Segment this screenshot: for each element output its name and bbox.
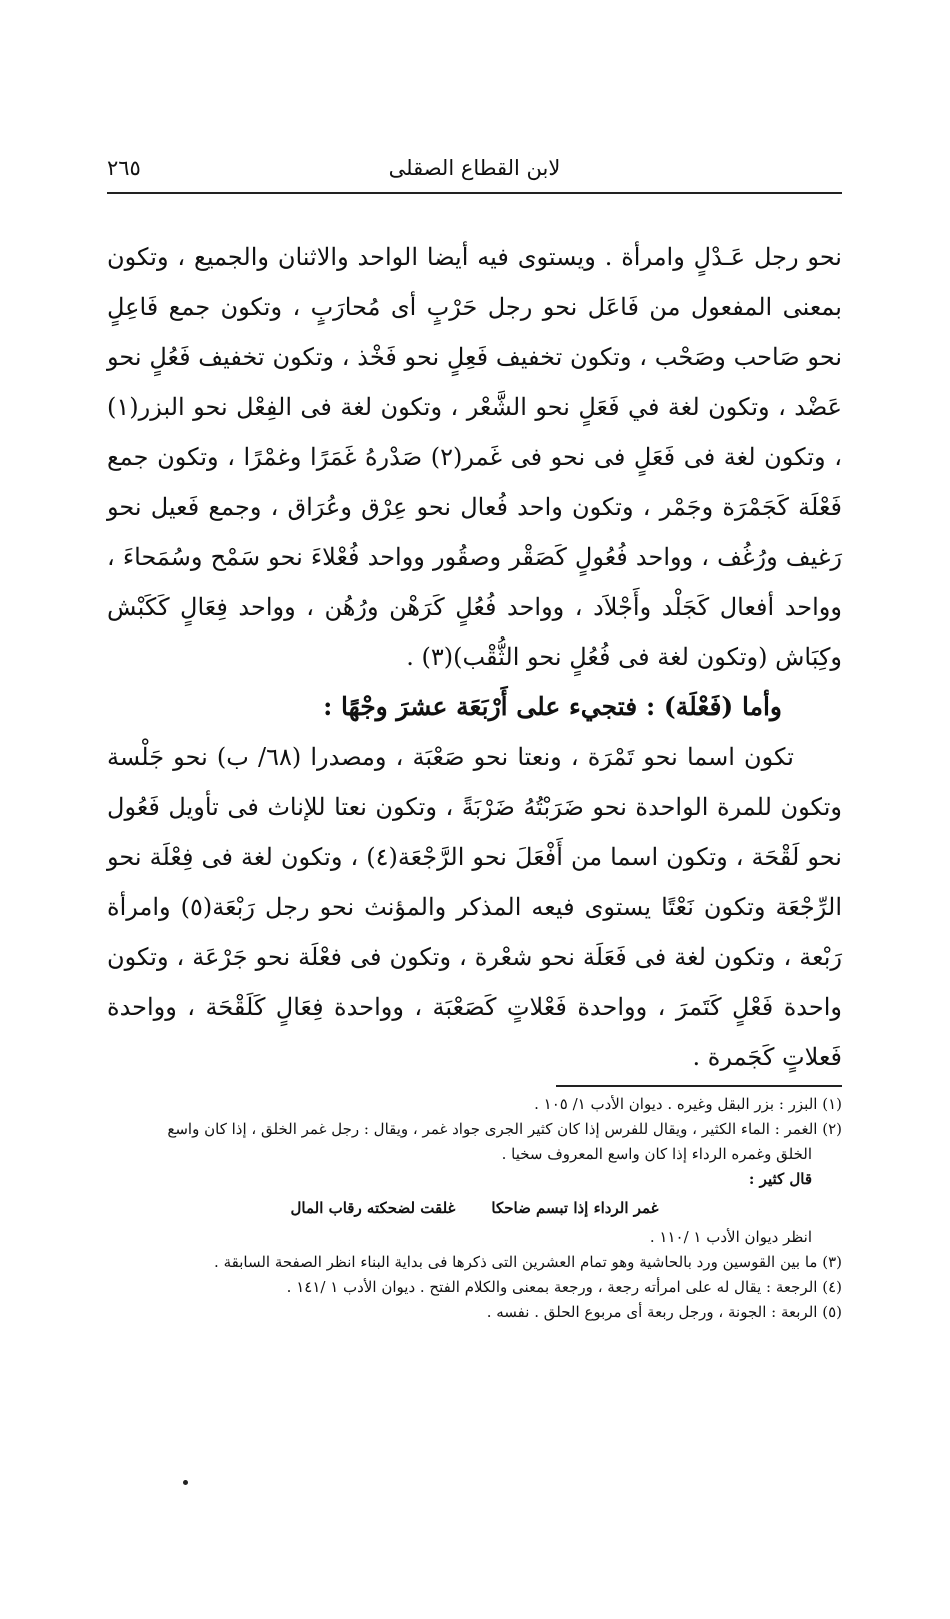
poet-attribution: قال كثير :	[748, 1170, 812, 1188]
section-heading	[107, 682, 842, 732]
footnote-rule	[556, 1085, 842, 1087]
header-rule	[107, 192, 842, 194]
section-heading-text: : فتجيء على أَرْبَعَة عشرَ وجْهًا :	[323, 692, 656, 721]
verse-first-hemistich: غمر الرداء إذا تبسم ضاحكا	[491, 1199, 659, 1217]
verse-second-hemistich: غلقت لضحكته رقاب المال	[290, 1199, 456, 1217]
running-header	[107, 150, 842, 190]
section-heading-label: وأما (فَعْلَة)	[663, 692, 782, 721]
footnote-2-reference: انظر ديوان الأدب ١ /١١٠ .	[649, 1228, 812, 1246]
footnote-2: (٢) الغمر : الماء الكثير ، ويقال للفرس إذا كان كثير الجرى جواد غمر ، ويقال : رجل غمر الخلق ، إذا كان واسع	[167, 1120, 842, 1138]
footnote-5: (٥) الربعة : الجونة ، ورجل ربعة أى مربوع الحلق . نفسه .	[486, 1303, 842, 1321]
main-text	[107, 232, 842, 1082]
footnote-1: (١) البزر : بزر البقل وغيره . ديوان الأدب ١/ ١٠٥ .	[534, 1095, 842, 1113]
running-title: لابن القطاع الصقلى	[388, 156, 561, 180]
footnote-3: (٣) ما بين القوسين ورد بالحاشية وهو تمام العشرين التى ذكرها فى بداية البناء انظر الصفحة السابقة .	[214, 1253, 842, 1271]
paragraph-1: نحو رجل عَـدْلٍ وامرأة . ويستوى فيه أيضا الواحد والاثنان والجميع ، وتكون بمعنى المفعول من فَاعَل نحو رجل حَرْبٍ أى مُحارَبٍ ، وتكون جمع فَاعِلٍ نحو صَاحب وصَحْب ، وتكون تخفيف فَعِلٍ نحو فَخْذ ، وتكون تخفيف فَعُلٍ نحو عَضْد ، وتكون لغة في فَعَلٍ نحو الشَّعْر ، وتكون لغة فى الفِعْل نحو البزر(١) ، وتكون لغة فى فَعَلٍ فى نحو فى غَمر(٢) صَدْرهُ غَمَرًا وغمْرًا ، وتكون جمع فَعْلَة كَجَمْرَة وجَمْر ، وتكون واحد فُعال نحو عِرْق وعُرَاق ، وجمع فَعيل نحو رَغيف ورُغُف ، وواحد فُعُولٍ كَصَقْر وصقُور وواحد فُعْلاءَ نحو سَمْح وسُمَحاءَ ، وواحد أفعال كَجَلْد وأَجْلاَد ، وواحد فُعُلٍ كَرَهْن ورُهُن ، وواحد فِعَالٍ كَكَبْش وكِبَاش (وتكون لغة فى فُعُلٍ نحو الثُّقْب)(٣) .	[107, 243, 843, 671]
poetry-verse	[107, 1196, 842, 1221]
scan-speck	[183, 1480, 188, 1485]
footnote-2-continuation: الخلق وغمره الرداء إذا كان واسع المعروف سخيا .	[501, 1145, 812, 1163]
footnotes	[107, 1092, 842, 1325]
page-number: ٢٦٥	[107, 156, 141, 180]
paragraph-2: تكون اسما نحو تَمْرَة ، ونعتا نحو صَعْبَة ، ومصدرا (٦٨/ ب) نحو جَلْسة وتكون للمرة الواحدة نحو ضَرَبْتُهُ ضَرْبَةً ، وتكون نعتا للإناث فى تأويل فَعُول نحو لَقْحَة ، وتكون اسما من أَفْعَلَ نحو الرَّجْعَة(٤) ، وتكون لغة فى فِعْلَة نحو الرِّجْعَة وتكون نَعْتًا يستوى فيعه المذكر والمؤنث نحو رجل رَبْعَة(٥) وامرأة رَبْعة ، وتكون لغة فى فَعَلَة نحو شعْرة ، وتكون فى فعْلَة نحو جَرْعَة ، وتكون واحدة فَعْلٍ كَتَمرَ ، وواحدة فَعْلاتٍ كَصَعْبَة ، وواحدة فِعَالٍ كَلَقْحَة ، وواحدة فَعلاتٍ كَجَمرة .	[107, 743, 842, 1071]
footnote-4: (٤) الرجعة : يقال له على امرأته رجعة ، ورجعة بمعنى والكلام الفتح . ديوان الأدب ١ /١٤١ .	[286, 1278, 842, 1296]
